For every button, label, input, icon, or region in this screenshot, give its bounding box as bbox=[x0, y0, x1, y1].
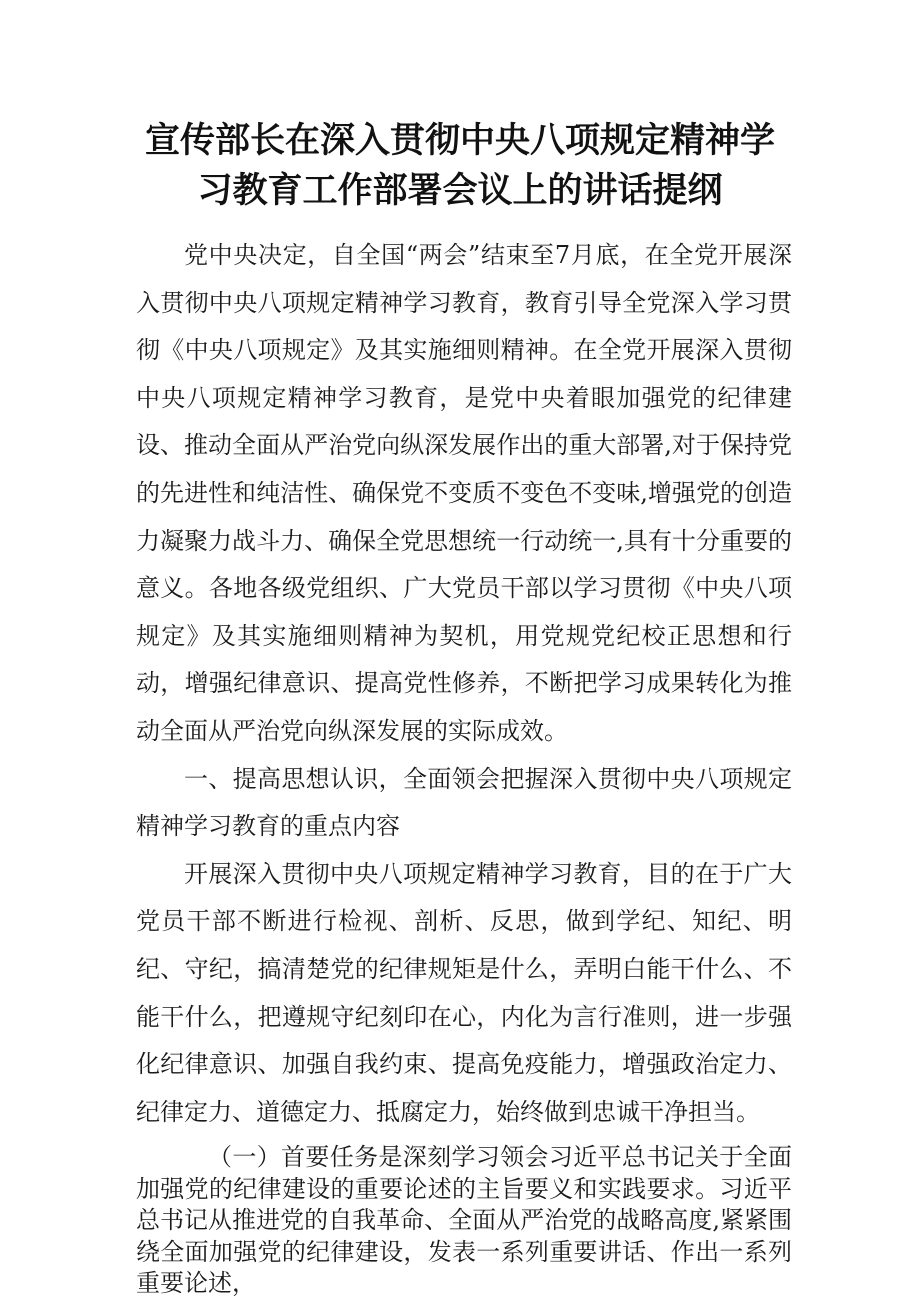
subsection-1: （一）首要任务是深刻学习领会习近平总书记关于全面加强党的纪律建设的重要论述的主旨要义和实践要求。习近平总书记从推进党的自我革命、全面从严治党的战略高度,紧紧围绕全面加强党的纪律建设，发表一系列重要讲话、作出一系列重要论述， bbox=[136, 1143, 792, 1298]
paragraph-section-1: 开展深入贯彻中央八项规定精神学习教育，目的在于广大党员干部不断进行检视、剖析、反思，做到学纪、知纪、明纪、守纪，搞清楚党的纪律规矩是什么，弄明白能干什么、不能干什么，把遵规守纪刻印在心，内化为言行准则，进一步强化纪律意识、加强自我约束、提高免疫能力，增强政治定力、纪律定力、道德定力、抵腐定力，始终做到忠诚干净担当。 bbox=[136, 859, 792, 1126]
title-line-2: 习教育工作部署会议上的讲话提纲 bbox=[197, 171, 723, 211]
document-title bbox=[140, 116, 780, 216]
paragraph-intro: 党中央决定，自全国“两会”结束至7月底，在全党开展深入贯彻中央八项规定精神学习教育，教育引导全党深入学习贯彻《中央八项规定》及其实施细则精神。在全党开展深入贯彻中央八项规定精神学习教育，是党中央着眼加强党的纪律建设、推动全面从严治党向纵深发展作出的重大部署,对于保持党的先进性和纯洁性、确保党不变质不变色不变味,增强党的创造力凝聚力战斗力、确保全党思想统一行动统一,具有十分重要的意义。各地各级党组织、广大党员干部以学习贯彻《中央八项规定》及其实施细则精神为契机，用党规党纪校正思想和行动，增强纪律意识、提高党性修养，不断把学习成果转化为推动全面从严治党向纵深发展的实际成效。 bbox=[136, 241, 792, 745]
section-heading-1: 一、提高思想认识，全面领会把握深入贯彻中央八项规定精神学习教育的重点内容 bbox=[136, 764, 792, 841]
title-line-1: 宣传部长在深入贯彻中央八项规定精神学 bbox=[144, 121, 775, 161]
document-body bbox=[136, 232, 792, 1300]
